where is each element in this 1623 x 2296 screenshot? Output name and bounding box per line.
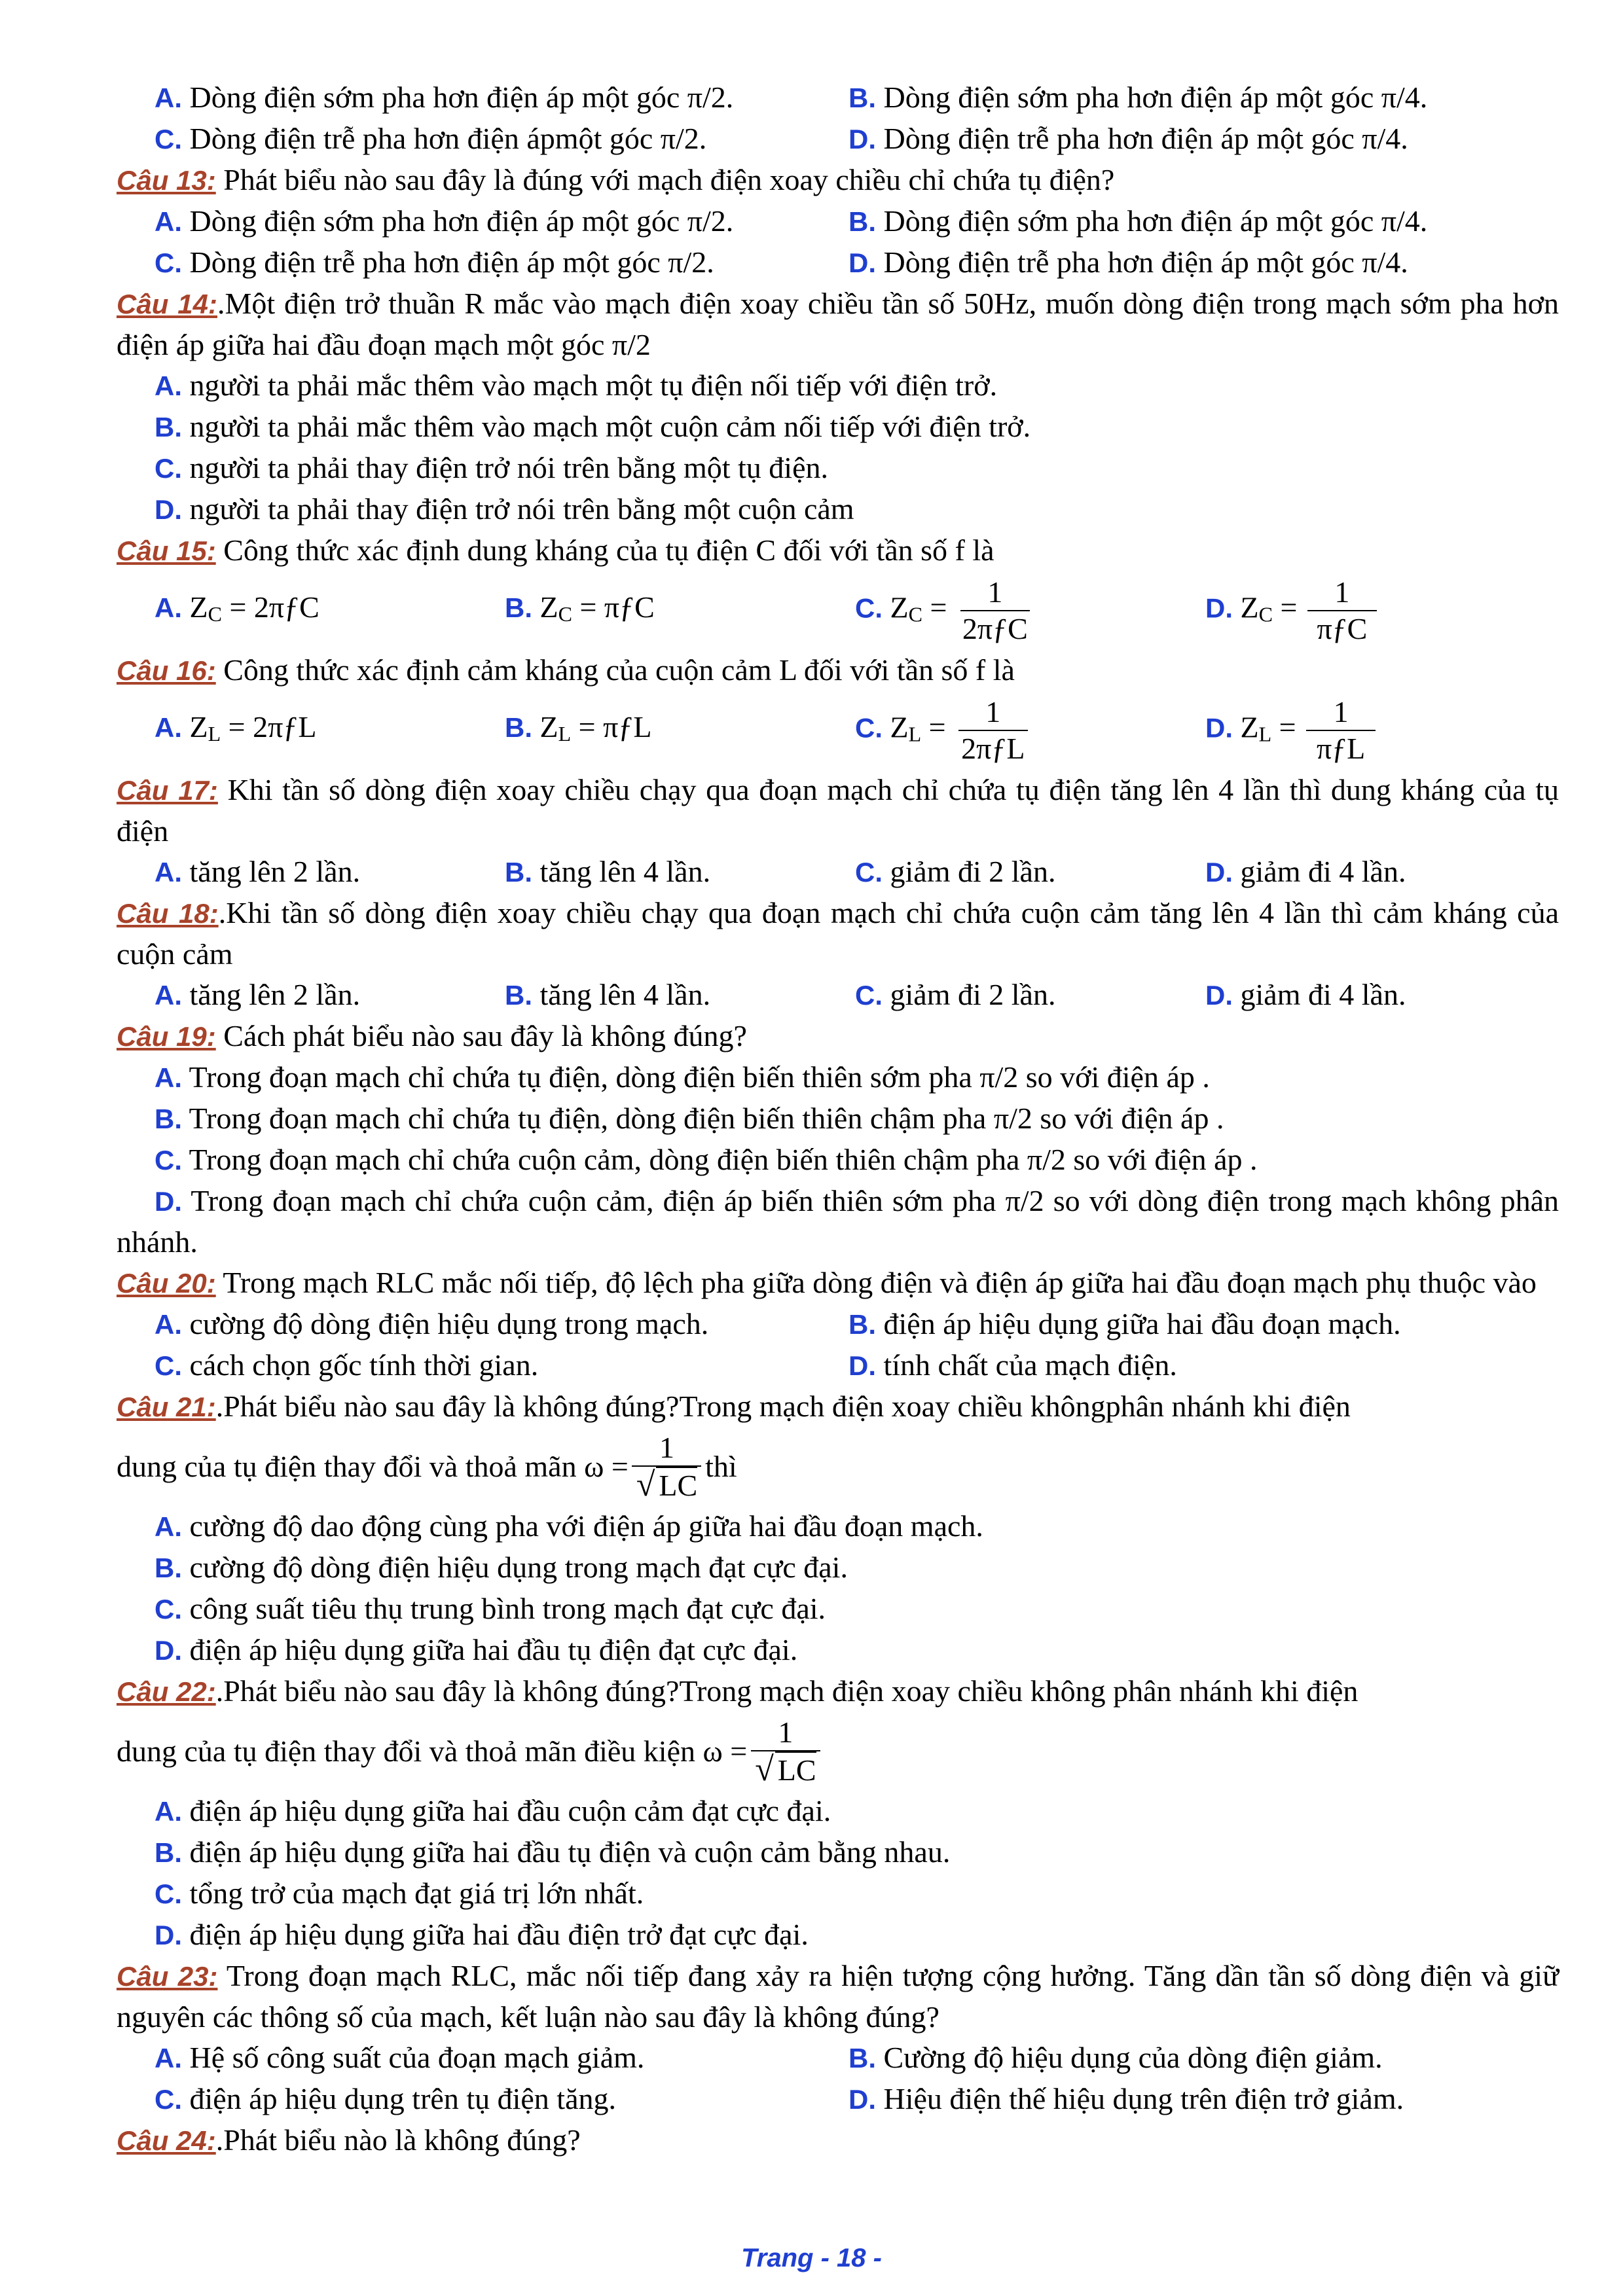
formula-equals: = [221, 710, 253, 744]
formula-symbol: Z [1240, 710, 1259, 744]
formula-subscript: C [908, 602, 922, 626]
q12-option-c [155, 118, 848, 160]
formula-equals: = [1271, 710, 1304, 744]
q15-option-b [505, 587, 855, 634]
option-label: B. [848, 206, 876, 237]
option-text: Dòng điện trễ pha hơn điện ápmột góc π/2. [189, 122, 707, 155]
question-text: Công thức xác định dung kháng của tụ điện C đối với tần số f là [215, 533, 994, 567]
question-text-end: thì [705, 1450, 737, 1483]
question-13 [117, 160, 1559, 201]
option-label: D. [1205, 857, 1233, 888]
option-text: Dòng điện trễ pha hơn điện áp một góc π/4. [883, 245, 1408, 279]
option-text: tính chất của mạch điện. [883, 1348, 1177, 1382]
fraction-denominator: 2πƒC [962, 612, 1028, 645]
fraction-denominator: 2πƒL [961, 732, 1025, 765]
option-text: điện áp hiệu dụng giữa hai đầu điện trở đạt cực đại. [189, 1918, 809, 1951]
formula-equals: = [1272, 590, 1305, 624]
option-label: A. [155, 712, 182, 743]
q19-option-b [117, 1098, 1559, 1139]
q23-option-d [848, 2079, 1542, 2120]
option-text: Dòng điện trễ pha hơn điện áp một góc π/2. [189, 245, 714, 279]
option-text: giảm đi 4 lần. [1240, 978, 1406, 1011]
option-text: Dòng điện trễ pha hơn điện áp một góc π/4. [883, 122, 1408, 155]
question-label: Câu 18: [117, 898, 219, 929]
question-text: .Phát biểu nào sau đây là không đúng?Trong mạch điện xoay chiều khôngphân nhánh khi điện [215, 1390, 1351, 1423]
option-label: D. [155, 1186, 182, 1217]
option-label: A. [155, 82, 182, 113]
page-number-footer: Trang - 18 - [741, 2244, 882, 2272]
option-label: A. [155, 1062, 182, 1093]
q13-option-a [155, 201, 848, 242]
q18-option-d [1205, 975, 1556, 1016]
question-text-continued: dung của tụ điện thay đổi và thoả mãn điều kiện ω = [117, 1734, 748, 1768]
fraction [1307, 575, 1377, 647]
formula-equals: = [921, 710, 954, 744]
fraction [631, 1430, 702, 1503]
question-text: Trong mạch RLC mắc nối tiếp, độ lệch pha giữa dòng điện và điện áp giữa hai đầu đoạn mạch phụ thuộc vào [215, 1266, 1537, 1299]
question-text: Khi tần số dòng điện xoay chiều chạy qua đoạn mạch chỉ chứa tụ điện tăng lên 4 lần thì dung kháng của tụ điện [117, 773, 1559, 848]
option-label: C. [155, 1594, 182, 1624]
option-label: D. [1205, 712, 1233, 744]
option-text: giảm đi 2 lần. [890, 855, 1056, 888]
worksheet-page [117, 77, 1559, 2161]
q16-option-d [1205, 694, 1556, 766]
option-text: Trong đoạn mạch chỉ chứa cuộn cảm, dòng điện biến thiên chậm pha π/2 so với điện áp . [189, 1143, 1258, 1176]
q23-option-b [848, 2037, 1542, 2079]
question-label: Câu 14: [117, 289, 218, 319]
q15-option-c [855, 575, 1205, 647]
option-text: Dòng điện sớm pha hơn điện áp một góc π/4. [883, 204, 1428, 238]
option-label: D. [848, 2084, 876, 2115]
formula-subscript: C [1258, 602, 1273, 626]
q22-option-b [117, 1832, 1559, 1873]
q18-option-c [855, 975, 1205, 1016]
option-label: C. [855, 592, 883, 624]
q21-option-d [117, 1630, 1559, 1671]
question-label: Câu 24: [117, 2125, 216, 2156]
question-21-condition [117, 1427, 1559, 1506]
option-label: B. [155, 1837, 182, 1868]
q19-option-a [117, 1057, 1559, 1098]
question-text: Trong đoạn mạch RLC, mắc nối tiếp đang xảy ra hiện tượng cộng hưởng. Tăng dần tần số dòng điện và giữ nguyên các thông số của mạch, kết luận nào sau đây là không đúng? [117, 1959, 1559, 2034]
sqrt-radicand: LC [656, 1467, 697, 1503]
option-label: A. [155, 370, 182, 401]
q14-option-c [117, 448, 1559, 489]
option-label: B. [505, 712, 532, 743]
question-label: Câu 23: [117, 1961, 218, 1992]
option-text: điện áp hiệu dụng giữa hai đầu tụ điện đạt cực đại. [189, 1633, 798, 1666]
option-text: cường độ dòng điện hiệu dụng trong mạch. [189, 1307, 709, 1340]
q23-options-row-1 [117, 2037, 1559, 2079]
q16-option-c [855, 694, 1205, 766]
question-text: .Phát biểu nào sau đây là không đúng?Trong mạch điện xoay chiều không phân nhánh khi điện [215, 1674, 1359, 1708]
option-label: B. [505, 592, 532, 623]
option-label: D. [1205, 980, 1233, 1011]
option-text: cường độ dao động cùng pha với điện áp giữa hai đầu đoạn mạch. [189, 1509, 983, 1543]
q20-option-b [848, 1304, 1542, 1345]
option-label: B. [155, 412, 182, 442]
option-label: D. [848, 247, 876, 278]
q13-options-row-1 [117, 201, 1559, 242]
q13-option-d [848, 242, 1542, 283]
formula-subscript: L [558, 722, 572, 745]
question-20 [117, 1263, 1559, 1304]
option-text: tăng lên 2 lần. [189, 978, 361, 1011]
formula-rhs: 2πƒL [253, 710, 317, 744]
question-text: Công thức xác định cảm kháng của cuộn cảm L đối với tần số f là [215, 653, 1015, 687]
formula-subscript: C [208, 602, 222, 626]
option-text: tăng lên 4 lần. [539, 855, 711, 888]
question-14 [117, 283, 1559, 365]
q23-option-a [155, 2037, 848, 2079]
option-label: B. [848, 82, 876, 113]
option-label: A. [155, 206, 182, 237]
question-16 [117, 650, 1559, 691]
option-label: B. [848, 1309, 876, 1340]
option-text: tổng trở của mạch đạt giá trị lớn nhất. [189, 1876, 644, 1910]
option-text: Trong đoạn mạch chỉ chứa tụ điện, dòng điện biến thiên chậm pha π/2 so với điện áp . [189, 1102, 1224, 1135]
q21-option-b [117, 1547, 1559, 1588]
q22-option-a [117, 1791, 1559, 1832]
option-label: C. [855, 712, 883, 744]
option-text: người ta phải mắc thêm vào mạch một tụ điện nối tiếp với điện trở. [189, 368, 998, 402]
option-label: D. [848, 1350, 876, 1381]
q13-option-c [155, 242, 848, 283]
formula-subscript: C [558, 602, 572, 626]
option-text: Dòng điện sớm pha hơn điện áp một góc π/2. [189, 204, 734, 238]
option-label: B. [155, 1103, 182, 1134]
formula-subscript: L [208, 722, 221, 745]
q20-options-row-1 [117, 1304, 1559, 1345]
fraction [1306, 694, 1376, 766]
question-text: .Một điện trở thuần R mắc vào mạch điện xoay chiều tần số 50Hz, muốn dòng điện trong mạch sớm pha hơn điện áp giữa hai đầu đoạn mạch một góc π/2 [117, 287, 1559, 361]
option-text: người ta phải thay điện trở nói trên bằng một tụ điện. [189, 451, 829, 484]
question-label: Câu 19: [117, 1021, 216, 1052]
option-label: C. [155, 2084, 182, 2115]
question-label: Câu 17: [117, 775, 218, 806]
q13-options-row-2 [117, 242, 1559, 283]
q17-option-b [505, 852, 855, 893]
option-text: Cường độ hiệu dụng của dòng điện giảm. [883, 2041, 1383, 2074]
fraction-denominator [750, 1751, 821, 1788]
fraction-numerator: 1 [751, 1715, 820, 1751]
fraction-denominator: πƒL [1316, 732, 1366, 765]
q20-options-row-2 [117, 1345, 1559, 1386]
option-label: A. [155, 857, 182, 888]
q22-option-d [117, 1914, 1559, 1956]
q15-option-d [1205, 575, 1556, 647]
question-22 [117, 1671, 1559, 1712]
question-19 [117, 1016, 1559, 1057]
question-label: Câu 21: [117, 1391, 216, 1422]
option-label: C. [855, 857, 883, 888]
formula-equals: = [922, 590, 955, 624]
option-text: người ta phải mắc thêm vào mạch một cuộn cảm nối tiếp với điện trở. [189, 410, 1031, 443]
option-text: điện áp hiệu dụng giữa hai đầu tụ điện và cuộn cảm bằng nhau. [189, 1835, 951, 1869]
question-text-continued: dung của tụ điện thay đổi và thoả mãn ω = [117, 1450, 629, 1483]
option-label: C. [155, 1145, 182, 1175]
q13-option-b [848, 201, 1542, 242]
q22-option-c [117, 1873, 1559, 1914]
option-text: tăng lên 2 lần. [189, 855, 361, 888]
option-label: D. [848, 124, 876, 154]
formula-symbol: Z [539, 710, 558, 744]
question-22-condition [117, 1712, 1559, 1791]
formula-symbol: Z [1240, 590, 1259, 624]
option-text: điện áp hiệu dụng giữa hai đầu cuộn cảm đạt cực đại. [189, 1794, 831, 1827]
q21-option-c [117, 1588, 1559, 1630]
q17-option-a [155, 852, 505, 893]
q14-option-b [117, 406, 1559, 448]
q20-option-d [848, 1345, 1542, 1386]
q18-option-a [155, 975, 505, 1016]
formula-symbol: Z [890, 590, 909, 624]
option-label: A. [155, 1511, 182, 1542]
q16-option-b [505, 707, 855, 754]
fraction [750, 1715, 821, 1788]
q17-options [117, 852, 1559, 893]
option-label: C. [155, 247, 182, 278]
fraction [956, 694, 1030, 766]
option-label: B. [848, 2043, 876, 2073]
question-text: Cách phát biểu nào sau đây là không đúng? [215, 1019, 747, 1052]
formula-symbol: Z [189, 590, 208, 624]
q18-option-b [505, 975, 855, 1016]
fraction-numerator: 1 [960, 575, 1030, 611]
q20-option-a [155, 1304, 848, 1345]
q14-option-d [117, 489, 1559, 530]
q15-options [117, 571, 1559, 650]
option-text: Dòng điện sớm pha hơn điện áp một góc π/4. [883, 81, 1428, 114]
question-text: Phát biểu nào sau đây là đúng với mạch điện xoay chiều chỉ chứa tụ điện? [215, 163, 1115, 196]
option-text: Dòng điện sớm pha hơn điện áp một góc π/2. [189, 81, 734, 114]
option-label: D. [155, 1635, 182, 1666]
option-label: D. [1205, 592, 1233, 624]
option-text: cường độ dòng điện hiệu dụng trong mạch đạt cực đại. [189, 1551, 848, 1584]
sqrt-icon: √ [755, 1751, 774, 1788]
q14-option-a [117, 365, 1559, 406]
fraction-numerator: 1 [958, 694, 1028, 731]
question-label: Câu 13: [117, 165, 216, 196]
option-label: D. [155, 494, 182, 525]
option-text: Trong đoạn mạch chỉ chứa tụ điện, dòng điện biến thiên sớm pha π/2 so với điện áp . [189, 1060, 1210, 1094]
option-label: A. [155, 1309, 182, 1340]
fraction-numerator: 1 [1307, 575, 1377, 611]
option-text: điện áp hiệu dụng trên tụ điện tăng. [189, 2082, 617, 2115]
formula-equals: = [221, 590, 254, 624]
q19-option-d [117, 1181, 1559, 1263]
option-text: giảm đi 4 lần. [1240, 855, 1406, 888]
option-text: Hệ số công suất của đoạn mạch giảm. [189, 2041, 645, 2074]
option-label: C. [855, 980, 883, 1011]
question-label: Câu 22: [117, 1676, 216, 1707]
q15-option-a [155, 587, 505, 634]
q12-option-d [848, 118, 1542, 160]
question-23 [117, 1956, 1559, 2037]
question-21 [117, 1386, 1559, 1427]
question-label: Câu 16: [117, 655, 216, 686]
q20-option-c [155, 1345, 848, 1386]
option-text: Trong đoạn mạch chỉ chứa cuộn cảm, điện áp biến thiên sớm pha π/2 so với dòng điện trong mạch không phân nhánh. [117, 1184, 1559, 1259]
formula-equals: = [571, 710, 604, 744]
formula-subscript: L [908, 722, 922, 746]
option-label: B. [505, 857, 532, 888]
question-label: Câu 20: [117, 1268, 216, 1299]
q12-option-b [848, 77, 1542, 118]
q17-option-c [855, 852, 1205, 893]
q17-option-d [1205, 852, 1556, 893]
question-17 [117, 770, 1559, 852]
option-label: D. [155, 1920, 182, 1950]
option-text: người ta phải thay điện trở nói trên bằng một cuộn cảm [189, 492, 854, 526]
q16-option-a [155, 707, 505, 754]
q12-options-row-2 [117, 118, 1559, 160]
sqrt-radicand: LC [775, 1751, 816, 1788]
fraction [957, 575, 1033, 647]
formula-symbol: Z [539, 590, 558, 624]
formula-rhs: 2πƒC [253, 590, 319, 624]
formula-rhs: πƒC [604, 590, 655, 624]
fraction-numerator: 1 [632, 1430, 701, 1467]
option-label: B. [505, 980, 532, 1011]
formula-rhs: πƒL [603, 710, 652, 744]
option-label: A. [155, 980, 182, 1011]
option-text: giảm đi 2 lần. [890, 978, 1056, 1011]
formula-symbol: Z [890, 710, 909, 744]
option-label: C. [155, 124, 182, 154]
q18-options [117, 975, 1559, 1016]
option-text: điện áp hiệu dụng giữa hai đầu đoạn mạch. [883, 1307, 1401, 1340]
question-text: .Khi tần số dòng điện xoay chiều chạy qua đoạn mạch chỉ chứa cuộn cảm tăng lên 4 lần thì cảm kháng của cuộn cảm [117, 896, 1559, 971]
question-text: .Phát biểu nào là không đúng? [215, 2123, 581, 2157]
option-text: tăng lên 4 lần. [539, 978, 711, 1011]
option-label: C. [155, 1878, 182, 1909]
q19-option-c [117, 1139, 1559, 1181]
formula-subscript: L [1258, 722, 1272, 746]
option-label: B. [155, 1552, 182, 1583]
question-label: Câu 15: [117, 535, 216, 566]
q23-option-c [155, 2079, 848, 2120]
fraction-numerator: 1 [1306, 694, 1376, 731]
formula-symbol: Z [189, 710, 208, 744]
question-18 [117, 893, 1559, 975]
option-label: A. [155, 2043, 182, 2073]
fraction-denominator [631, 1467, 702, 1503]
option-label: C. [155, 1350, 182, 1381]
option-label: C. [155, 453, 182, 484]
q12-option-a [155, 77, 848, 118]
option-label: A. [155, 592, 182, 623]
fraction-denominator: πƒC [1317, 612, 1368, 645]
question-24 [117, 2120, 1559, 2161]
q23-options-row-2 [117, 2079, 1559, 2120]
formula-equals: = [572, 590, 604, 624]
sqrt-icon: √ [636, 1466, 655, 1503]
q21-option-a [117, 1506, 1559, 1547]
question-15 [117, 530, 1559, 571]
option-text: cách chọn gốc tính thời gian. [189, 1348, 539, 1382]
q16-options [117, 691, 1559, 770]
option-label: A. [155, 1796, 182, 1827]
option-text: công suất tiêu thụ trung bình trong mạch đạt cực đại. [189, 1592, 826, 1625]
q12-options-row-1 [117, 77, 1559, 118]
option-text: Hiệu điện thế hiệu dụng trên điện trở giảm. [883, 2082, 1404, 2115]
